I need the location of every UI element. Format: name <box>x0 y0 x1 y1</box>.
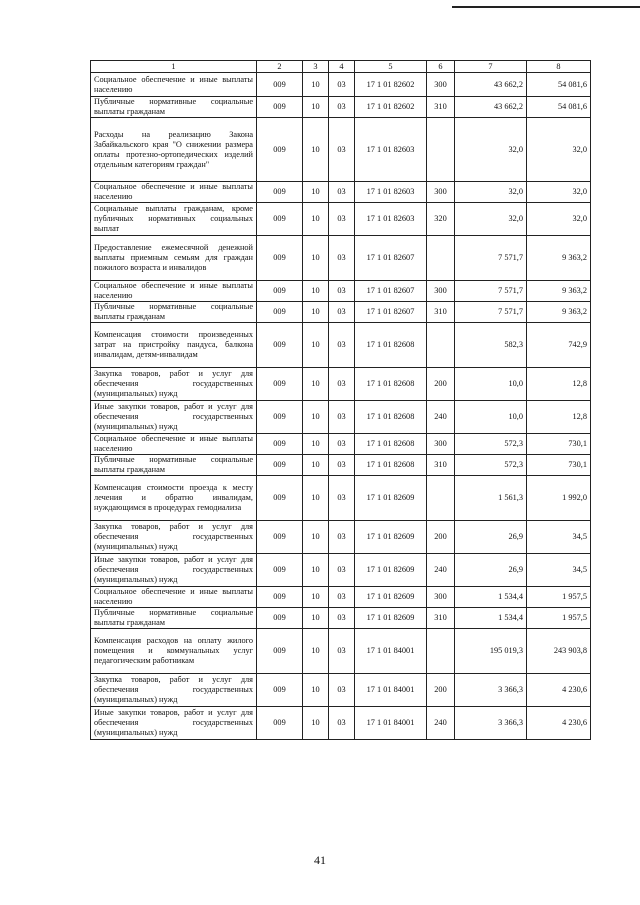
row-col-5: 17 1 01 82602 <box>355 73 427 97</box>
row-col-2: 009 <box>257 368 303 401</box>
header-col-1: 1 <box>91 61 257 73</box>
row-col-8: 730,1 <box>527 434 591 455</box>
row-name: Публичные нормативные социальные выплаты гражданам <box>91 302 257 323</box>
row-col-6 <box>427 236 455 281</box>
row-col-7: 43 662,2 <box>455 73 527 97</box>
row-col-4: 03 <box>329 401 355 434</box>
row-col-5: 17 1 01 82608 <box>355 323 427 368</box>
row-col-5: 17 1 01 82609 <box>355 521 427 554</box>
row-col-5: 17 1 01 82609 <box>355 608 427 629</box>
row-col-2: 009 <box>257 302 303 323</box>
row-col-2: 009 <box>257 554 303 587</box>
row-col-8: 9 363,2 <box>527 281 591 302</box>
row-col-8: 730,1 <box>527 455 591 476</box>
row-col-7: 32,0 <box>455 118 527 182</box>
row-col-6: 240 <box>427 707 455 740</box>
row-col-6: 310 <box>427 455 455 476</box>
row-col-8: 32,0 <box>527 118 591 182</box>
row-col-5: 17 1 01 82608 <box>355 455 427 476</box>
row-name: Социальные выплаты гражданам, кроме публичных нормативных социальных выплат <box>91 203 257 236</box>
row-col-7: 3 366,3 <box>455 707 527 740</box>
row-col-4: 03 <box>329 281 355 302</box>
table-row <box>91 182 591 203</box>
row-col-7: 26,9 <box>455 554 527 587</box>
row-col-3: 10 <box>303 608 329 629</box>
row-col-6: 310 <box>427 302 455 323</box>
row-name: Социальное обеспечение и иные выплаты населению <box>91 281 257 302</box>
row-col-4: 03 <box>329 182 355 203</box>
row-col-4: 03 <box>329 554 355 587</box>
row-col-6: 320 <box>427 203 455 236</box>
row-col-7: 582,3 <box>455 323 527 368</box>
row-col-3: 10 <box>303 401 329 434</box>
top-rule <box>452 6 640 8</box>
row-col-4: 03 <box>329 434 355 455</box>
row-col-7: 7 571,7 <box>455 281 527 302</box>
table-row <box>91 73 591 97</box>
row-col-4: 03 <box>329 608 355 629</box>
row-col-5: 17 1 01 82607 <box>355 302 427 323</box>
row-col-7: 3 366,3 <box>455 674 527 707</box>
row-col-2: 009 <box>257 182 303 203</box>
row-col-5: 17 1 01 82609 <box>355 476 427 521</box>
table-row <box>91 521 591 554</box>
row-col-8: 4 230,6 <box>527 674 591 707</box>
row-col-6: 200 <box>427 521 455 554</box>
row-col-3: 10 <box>303 554 329 587</box>
row-col-2: 009 <box>257 281 303 302</box>
row-col-8: 9 363,2 <box>527 302 591 323</box>
row-col-4: 03 <box>329 587 355 608</box>
row-col-7: 10,0 <box>455 401 527 434</box>
row-name: Компенсация расходов на оплату жилого помещения и коммунальных услуг педагогическим работникам <box>91 629 257 674</box>
row-col-2: 009 <box>257 118 303 182</box>
row-col-2: 009 <box>257 236 303 281</box>
row-col-2: 009 <box>257 587 303 608</box>
row-name: Компенсация стоимости произведенных затрат на пристройку пандуса, балкона инвалидам, детям-инвалидам <box>91 323 257 368</box>
row-col-3: 10 <box>303 281 329 302</box>
row-col-7: 572,3 <box>455 455 527 476</box>
row-name: Социальное обеспечение и иные выплаты населению <box>91 434 257 455</box>
row-col-7: 43 662,2 <box>455 97 527 118</box>
row-col-2: 009 <box>257 608 303 629</box>
row-col-6: 240 <box>427 554 455 587</box>
row-col-5: 17 1 01 82608 <box>355 434 427 455</box>
table-row <box>91 203 591 236</box>
row-col-8: 54 081,6 <box>527 73 591 97</box>
row-col-8: 742,9 <box>527 323 591 368</box>
row-col-8: 32,0 <box>527 203 591 236</box>
table-row <box>91 587 591 608</box>
row-col-5: 17 1 01 84001 <box>355 629 427 674</box>
row-col-3: 10 <box>303 302 329 323</box>
row-col-6 <box>427 323 455 368</box>
table-row <box>91 434 591 455</box>
row-name: Закупка товаров, работ и услуг для обеспечения государственных (муниципальных) нужд <box>91 674 257 707</box>
row-name: Иные закупки товаров, работ и услуг для обеспечения государственных (муниципальных) нужд <box>91 707 257 740</box>
row-col-3: 10 <box>303 182 329 203</box>
row-col-2: 009 <box>257 707 303 740</box>
row-col-6: 240 <box>427 401 455 434</box>
row-col-7: 1 534,4 <box>455 587 527 608</box>
row-col-3: 10 <box>303 434 329 455</box>
row-col-5: 17 1 01 82603 <box>355 203 427 236</box>
row-col-8: 34,5 <box>527 521 591 554</box>
row-col-5: 17 1 01 82602 <box>355 97 427 118</box>
row-col-3: 10 <box>303 368 329 401</box>
row-col-5: 17 1 01 82609 <box>355 587 427 608</box>
row-col-7: 572,3 <box>455 434 527 455</box>
row-col-6: 300 <box>427 434 455 455</box>
page-number: 41 <box>314 853 326 867</box>
row-col-3: 10 <box>303 73 329 97</box>
row-col-8: 1 957,5 <box>527 587 591 608</box>
row-col-8: 243 903,8 <box>527 629 591 674</box>
row-col-2: 009 <box>257 203 303 236</box>
row-col-6 <box>427 629 455 674</box>
row-col-6: 310 <box>427 608 455 629</box>
row-col-3: 10 <box>303 118 329 182</box>
row-col-4: 03 <box>329 302 355 323</box>
table-row <box>91 674 591 707</box>
row-col-8: 9 363,2 <box>527 236 591 281</box>
row-col-6: 200 <box>427 674 455 707</box>
row-col-6: 300 <box>427 281 455 302</box>
row-col-8: 34,5 <box>527 554 591 587</box>
table-row <box>91 554 591 587</box>
row-col-2: 009 <box>257 434 303 455</box>
row-col-7: 195 019,3 <box>455 629 527 674</box>
row-col-3: 10 <box>303 707 329 740</box>
row-col-2: 009 <box>257 629 303 674</box>
row-col-5: 17 1 01 82608 <box>355 368 427 401</box>
row-col-6: 300 <box>427 182 455 203</box>
row-col-3: 10 <box>303 97 329 118</box>
row-name: Публичные нормативные социальные выплаты гражданам <box>91 455 257 476</box>
row-col-4: 03 <box>329 476 355 521</box>
row-col-4: 03 <box>329 368 355 401</box>
header-row <box>91 61 591 73</box>
header-col-4: 4 <box>329 61 355 73</box>
row-col-3: 10 <box>303 629 329 674</box>
row-col-4: 03 <box>329 674 355 707</box>
header-col-8: 8 <box>527 61 591 73</box>
table-body <box>91 73 591 740</box>
row-col-7: 10,0 <box>455 368 527 401</box>
row-col-4: 03 <box>329 97 355 118</box>
row-col-6: 300 <box>427 73 455 97</box>
row-col-8: 12,8 <box>527 368 591 401</box>
row-col-3: 10 <box>303 323 329 368</box>
row-col-5: 17 1 01 82603 <box>355 182 427 203</box>
row-col-7: 32,0 <box>455 203 527 236</box>
row-name: Социальное обеспечение и иные выплаты населению <box>91 587 257 608</box>
row-col-8: 1 992,0 <box>527 476 591 521</box>
row-col-3: 10 <box>303 203 329 236</box>
row-col-8: 4 230,6 <box>527 707 591 740</box>
row-name: Публичные нормативные социальные выплаты гражданам <box>91 608 257 629</box>
table-row <box>91 707 591 740</box>
row-col-4: 03 <box>329 455 355 476</box>
row-col-6: 300 <box>427 587 455 608</box>
table-row <box>91 302 591 323</box>
row-col-6: 200 <box>427 368 455 401</box>
row-col-6 <box>427 476 455 521</box>
row-col-7: 7 571,7 <box>455 302 527 323</box>
row-col-4: 03 <box>329 521 355 554</box>
row-col-4: 03 <box>329 203 355 236</box>
row-col-5: 17 1 01 82608 <box>355 401 427 434</box>
row-col-6 <box>427 118 455 182</box>
row-col-7: 1 534,4 <box>455 608 527 629</box>
row-col-7: 7 571,7 <box>455 236 527 281</box>
table-row <box>91 236 591 281</box>
row-col-2: 009 <box>257 455 303 476</box>
row-col-4: 03 <box>329 118 355 182</box>
table-row <box>91 455 591 476</box>
row-col-8: 12,8 <box>527 401 591 434</box>
row-col-4: 03 <box>329 236 355 281</box>
table-row <box>91 368 591 401</box>
row-col-7: 32,0 <box>455 182 527 203</box>
row-name: Публичные нормативные социальные выплаты гражданам <box>91 97 257 118</box>
row-col-8: 1 957,5 <box>527 608 591 629</box>
row-col-8: 54 081,6 <box>527 97 591 118</box>
row-col-5: 17 1 01 84001 <box>355 674 427 707</box>
row-col-5: 17 1 01 84001 <box>355 707 427 740</box>
table-row <box>91 401 591 434</box>
row-name: Социальное обеспечение и иные выплаты населению <box>91 73 257 97</box>
table-row <box>91 608 591 629</box>
header-col-2: 2 <box>257 61 303 73</box>
row-col-2: 009 <box>257 73 303 97</box>
row-col-3: 10 <box>303 476 329 521</box>
header-col-6: 6 <box>427 61 455 73</box>
row-name: Иные закупки товаров, работ и услуг для обеспечения государственных (муниципальных) нужд <box>91 401 257 434</box>
row-col-4: 03 <box>329 707 355 740</box>
header-col-3: 3 <box>303 61 329 73</box>
table-row <box>91 323 591 368</box>
row-col-2: 009 <box>257 323 303 368</box>
row-col-2: 009 <box>257 401 303 434</box>
header-col-7: 7 <box>455 61 527 73</box>
row-col-3: 10 <box>303 674 329 707</box>
row-col-4: 03 <box>329 323 355 368</box>
budget-table <box>90 60 591 740</box>
row-col-7: 1 561,3 <box>455 476 527 521</box>
row-col-5: 17 1 01 82607 <box>355 281 427 302</box>
row-col-3: 10 <box>303 521 329 554</box>
table-row <box>91 629 591 674</box>
row-col-2: 009 <box>257 476 303 521</box>
row-name: Социальное обеспечение и иные выплаты населению <box>91 182 257 203</box>
row-col-5: 17 1 01 82609 <box>355 554 427 587</box>
row-col-2: 009 <box>257 674 303 707</box>
row-col-4: 03 <box>329 629 355 674</box>
row-col-2: 009 <box>257 97 303 118</box>
row-col-5: 17 1 01 82607 <box>355 236 427 281</box>
row-col-3: 10 <box>303 455 329 476</box>
table-row <box>91 281 591 302</box>
row-col-3: 10 <box>303 236 329 281</box>
row-col-3: 10 <box>303 587 329 608</box>
table-row <box>91 97 591 118</box>
row-col-8: 32,0 <box>527 182 591 203</box>
row-name: Закупка товаров, работ и услуг для обеспечения государственных (муниципальных) нужд <box>91 521 257 554</box>
row-col-7: 26,9 <box>455 521 527 554</box>
row-name: Расходы на реализацию Закона Забайкальского края "О снижении размера оплаты протезно-ортопедических изделий отдельным категориям граждан" <box>91 118 257 182</box>
row-col-5: 17 1 01 82603 <box>355 118 427 182</box>
table-row <box>91 476 591 521</box>
row-col-4: 03 <box>329 73 355 97</box>
row-col-6: 310 <box>427 97 455 118</box>
row-name: Закупка товаров, работ и услуг для обеспечения государственных (муниципальных) нужд <box>91 368 257 401</box>
row-name: Предоставление ежемесячной денежной выплаты приемным семьям для граждан пожилого возраста и инвалидов <box>91 236 257 281</box>
row-col-2: 009 <box>257 521 303 554</box>
table-row <box>91 118 591 182</box>
header-col-5: 5 <box>355 61 427 73</box>
row-name: Иные закупки товаров, работ и услуг для обеспечения государственных (муниципальных) нужд <box>91 554 257 587</box>
row-name: Компенсация стоимости проезда к месту лечения и обратно инвалидам, нуждающимся в процедурах гемодиализа <box>91 476 257 521</box>
